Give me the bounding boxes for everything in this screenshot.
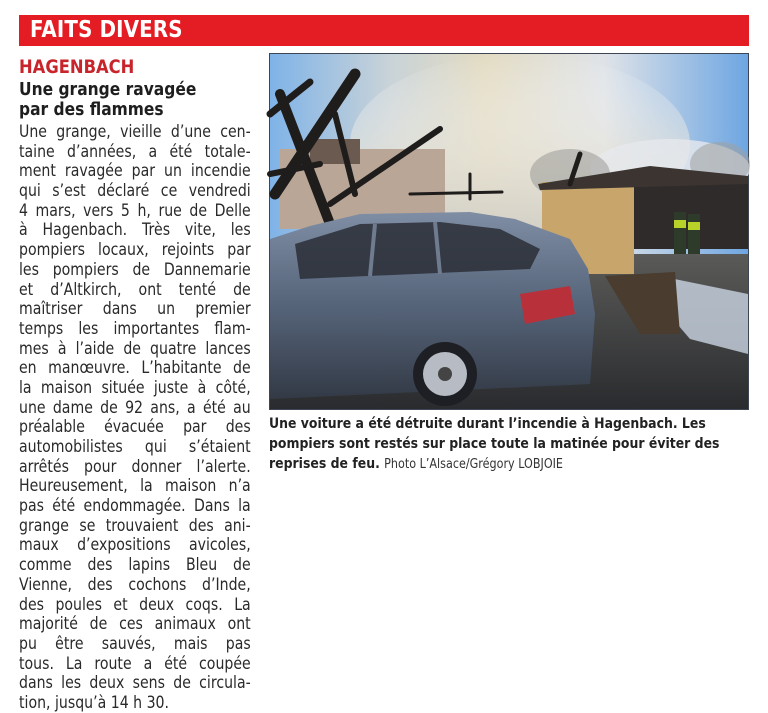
body-line: taine d’années, a été totale-: [19, 141, 251, 161]
body-line: maîtriser dans un premier: [19, 299, 251, 319]
body-line: à Hagenbach. Très vite, les: [19, 220, 251, 240]
body-line: comme des lapins Bleu de: [19, 555, 251, 575]
photo-caption: [269, 414, 751, 475]
body-line: une dame de 92 ans, a été au: [19, 397, 251, 417]
body-line: et d’Altkirch, ont tenté de: [19, 279, 251, 299]
body-line: Vienne, des cochons d’Inde,: [19, 574, 251, 594]
body-line: la maison située juste à côté,: [19, 377, 251, 397]
body-line: pompiers locaux, rejoints par: [19, 240, 251, 260]
body-line: arrêtés pour donner l’alerte.: [19, 456, 251, 476]
body-line: mes à l’aide de quatre lances: [19, 338, 251, 358]
headline-line: Une grange ravagée: [19, 79, 197, 100]
article-body: [19, 122, 251, 713]
photo-illustration: [270, 54, 748, 409]
body-line: pas été endommagée. Dans la: [19, 496, 251, 516]
body-line: tion, jusqu’à 14 h 30.: [19, 692, 170, 712]
news-photo: [269, 53, 749, 410]
article-kicker-location: HAGENBACH: [19, 56, 135, 78]
body-line: dans les deux sens de circula-: [19, 673, 251, 693]
body-line: pu être sauvés, mais pas: [19, 633, 251, 653]
body-line: 4 mars, vers 5 h, rue de Delle: [19, 200, 251, 220]
body-line: Heureusement, la maison n’a: [19, 476, 251, 496]
photo-credit: Photo L’Alsace/Grégory LOBJOIE: [384, 457, 563, 472]
body-line: tous. La route a été coupée: [19, 653, 251, 673]
caption-text: reprises de feu.: [269, 456, 380, 472]
body-line: temps les importantes flam-: [19, 318, 251, 338]
body-line: qui s’est déclaré ce vendredi: [19, 181, 251, 201]
body-line: grange se trouvaient des ani-: [19, 515, 251, 535]
article-column: [19, 56, 251, 713]
body-line: ment ravagée par un incendie: [19, 161, 251, 181]
section-banner: [19, 15, 749, 46]
body-line: en manœuvre. L’habitante de: [19, 358, 251, 378]
body-line: des poules et deux coqs. La: [19, 594, 251, 614]
headline-line: par des flammes: [19, 99, 164, 120]
body-line: Une grange, vieille d’une cen-: [19, 122, 251, 141]
article-headline: [19, 80, 251, 120]
body-line: automobilistes qui s’étaient: [19, 437, 251, 456]
body-line: maux d’expositions avicoles,: [19, 535, 251, 555]
caption-line-last: [269, 454, 751, 475]
body-line: les pompiers de Dannemarie: [19, 259, 251, 279]
body-line: majorité de ces animaux ont: [19, 614, 251, 634]
caption-line: pompiers sont restés sur place toute la matinée pour éviter des: [269, 436, 720, 452]
body-line: préalable évacuée par des: [19, 417, 251, 437]
caption-line: Une voiture a été détruite durant l’incendie à Hagenbach. Les: [269, 416, 706, 432]
section-title: FAITS DIVERS: [30, 17, 183, 43]
